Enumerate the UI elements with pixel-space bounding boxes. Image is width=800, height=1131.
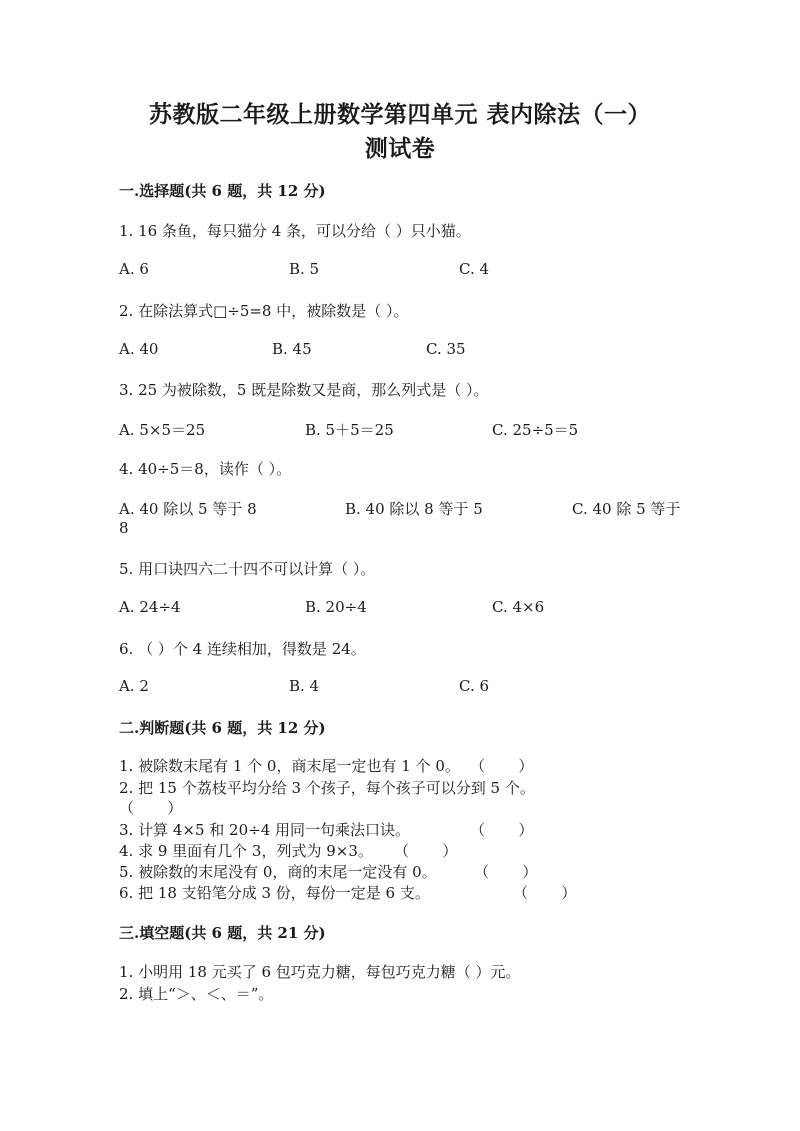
option-c: C. 35 [426, 340, 466, 358]
option-a: A. 24÷4 [119, 598, 181, 616]
option-b: B. 20÷4 [305, 598, 367, 616]
option-b: B. 4 [289, 677, 320, 695]
option-a: A. 40 [119, 340, 159, 358]
fill-item: 2. 填上“＞、＜、＝”。 [119, 985, 274, 1003]
answer-paren: （ ） [470, 821, 534, 839]
option-c-wrap: 8 [119, 519, 129, 537]
judge-item: 6. 把 18 支铅笔分成 3 份，每份一定是 6 支。 [119, 884, 430, 902]
option-a: A. 2 [119, 677, 149, 695]
judge-item: 3. 计算 4×5 和 20÷4 用同一句乘法口诀。 [119, 821, 411, 839]
question-text: 3. 25 为被除数，5 既是除数又是商，那么列式是（ ）。 [119, 381, 489, 399]
section-heading-fill: 三.填空题(共 6 题，共 21 分) [119, 924, 326, 942]
option-c: C. 4×6 [492, 598, 545, 616]
option-a: A. 6 [119, 260, 149, 278]
question-text: 4. 40÷5＝8，读作（ ）。 [119, 460, 292, 478]
option-a: A. 40 除以 5 等于 8 [119, 500, 257, 518]
answer-paren: （ ） [470, 757, 534, 775]
option-c: C. 40 除 5 等于 [572, 500, 681, 518]
option-b: B. 5 [289, 260, 320, 278]
page-subtitle: 测试卷 [364, 135, 436, 162]
fill-item: 1. 小明用 18 元买了 6 包巧克力糖，每包巧克力糖（ ）元。 [119, 963, 521, 981]
option-b: B. 40 除以 8 等于 5 [345, 500, 483, 518]
question-text: 6. （ ）个 4 连续相加，得数是 24。 [119, 640, 366, 658]
question-text: 5. 用口诀四六二十四不可以计算（ ）。 [119, 560, 376, 578]
option-c: C. 25÷5＝5 [492, 421, 579, 439]
answer-paren: （ ） [513, 884, 577, 902]
question-text: 1. 16 条鱼，每只猫分 4 条，可以分给（ ）只小猫。 [119, 222, 471, 240]
option-b: B. 5＋5＝25 [305, 421, 394, 439]
answer-paren: （ ） [394, 842, 458, 860]
section-heading-judge: 二.判断题(共 6 题，共 12 分) [119, 719, 326, 737]
judge-item: 2. 把 15 个荔枝平均分给 3 个孩子，每个孩子可以分到 5 个。 [119, 779, 535, 797]
option-b: B. 45 [272, 340, 312, 358]
answer-paren: （ ） [119, 799, 183, 817]
judge-item: 5. 被除数的末尾没有 0，商的末尾一定没有 0。 [119, 863, 437, 881]
page-title: 苏教版二年级上册数学第四单元 表内除法（一） [148, 101, 651, 128]
answer-paren: （ ） [474, 863, 538, 881]
judge-item: 4. 求 9 里面有几个 3，列式为 9×3。 [119, 842, 373, 860]
option-a: A. 5×5＝25 [119, 421, 206, 439]
section-heading-choice: 一.选择题(共 6 题，共 12 分) [119, 182, 326, 200]
judge-item: 1. 被除数末尾有 1 个 0，商末尾一定也有 1 个 0。 [119, 757, 460, 775]
option-c: C. 4 [459, 260, 490, 278]
option-c: C. 6 [459, 677, 490, 695]
question-text: 2. 在除法算式□÷5=8 中，被除数是（ ）。 [119, 302, 409, 320]
